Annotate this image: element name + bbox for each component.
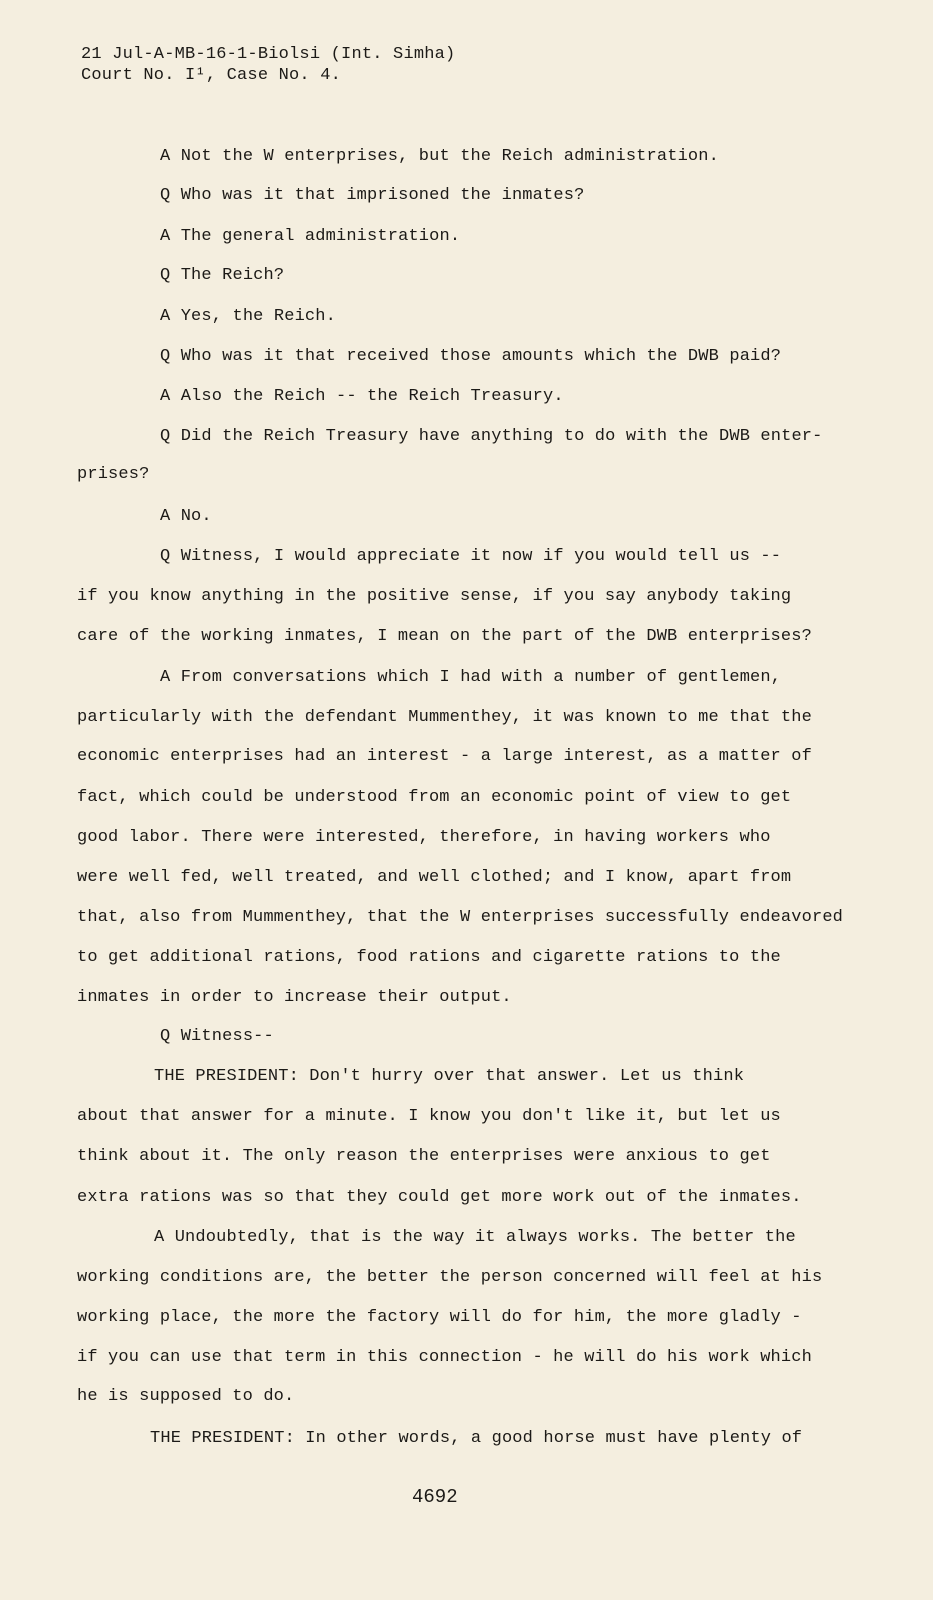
transcript-line: care of the working inmates, I mean on the part of the DWB enterprises? (77, 627, 812, 646)
transcript-line: extra rations was so that they could get more work out of the inmates. (77, 1188, 802, 1207)
transcript-line: if you can use that term in this connection - he will do his work which (77, 1348, 812, 1367)
transcript-line: inmates in order to increase their output. (77, 988, 512, 1007)
transcript-line: Q Witness, I would appreciate it now if you would tell us -- (160, 547, 782, 566)
transcript-line: Q Who was it that received those amounts which the DWB paid? (160, 347, 782, 366)
transcript-line: that, also from Mummenthey, that the W enterprises successfully endeavored (77, 908, 844, 927)
document-header (81, 44, 455, 86)
header-court-line: Court No. I¹, Case No. 4. (81, 66, 342, 85)
transcript-line: A Also the Reich -- the Reich Treasury. (160, 387, 564, 406)
transcript-line: particularly with the defendant Mummenthey, it was known to me that the (77, 708, 812, 727)
page-number: 4692 (412, 1486, 458, 1508)
transcript-line: good labor. There were interested, therefore, in having workers who (77, 828, 771, 847)
transcript-line: economic enterprises had an interest - a large interest, as a matter of (77, 747, 812, 766)
transcript-line: Q The Reich? (160, 266, 285, 285)
transcript-line: about that answer for a minute. I know you don't like it, but let us (77, 1107, 781, 1126)
transcript-line: if you know anything in the positive sense, if you say anybody taking (77, 587, 792, 606)
transcript-line: Q Witness-- (160, 1027, 274, 1046)
transcript-line: A Yes, the Reich. (160, 307, 336, 326)
transcript-line: he is supposed to do. (77, 1387, 295, 1406)
transcript-line: A The general administration. (160, 227, 461, 246)
transcript-line: A No. (160, 507, 212, 526)
transcript-line: think about it. The only reason the enterprises were anxious to get (77, 1147, 771, 1166)
transcript-line: to get additional rations, food rations and cigarette rations to the (77, 948, 781, 967)
transcript-line: were well fed, well treated, and well clothed; and I know, apart from (77, 868, 792, 887)
transcript-line: THE PRESIDENT: Don't hurry over that answer. Let us think (154, 1067, 745, 1086)
transcript-line: prises? (77, 465, 150, 484)
transcript-line: A From conversations which I had with a number of gentlemen, (160, 668, 782, 687)
transcript-line: A Not the W enterprises, but the Reich administration. (160, 147, 719, 166)
transcript-line: working conditions are, the better the person concerned will feel at his (77, 1268, 823, 1287)
transcript-line: fact, which could be understood from an economic point of view to get (77, 788, 792, 807)
transcript-line: working place, the more the factory will do for him, the more gladly - (77, 1308, 802, 1327)
transcript-line: A Undoubtedly, that is the way it always works. The better the (154, 1228, 796, 1247)
transcript-line: THE PRESIDENT: In other words, a good horse must have plenty of (150, 1429, 803, 1448)
transcript-line: Q Who was it that imprisoned the inmates? (160, 186, 585, 205)
header-session-line: 21 Jul-A-MB-16-1-Biolsi (Int. Simha) (81, 45, 456, 64)
transcript-line: Q Did the Reich Treasury have anything to do with the DWB enter- (160, 427, 823, 446)
